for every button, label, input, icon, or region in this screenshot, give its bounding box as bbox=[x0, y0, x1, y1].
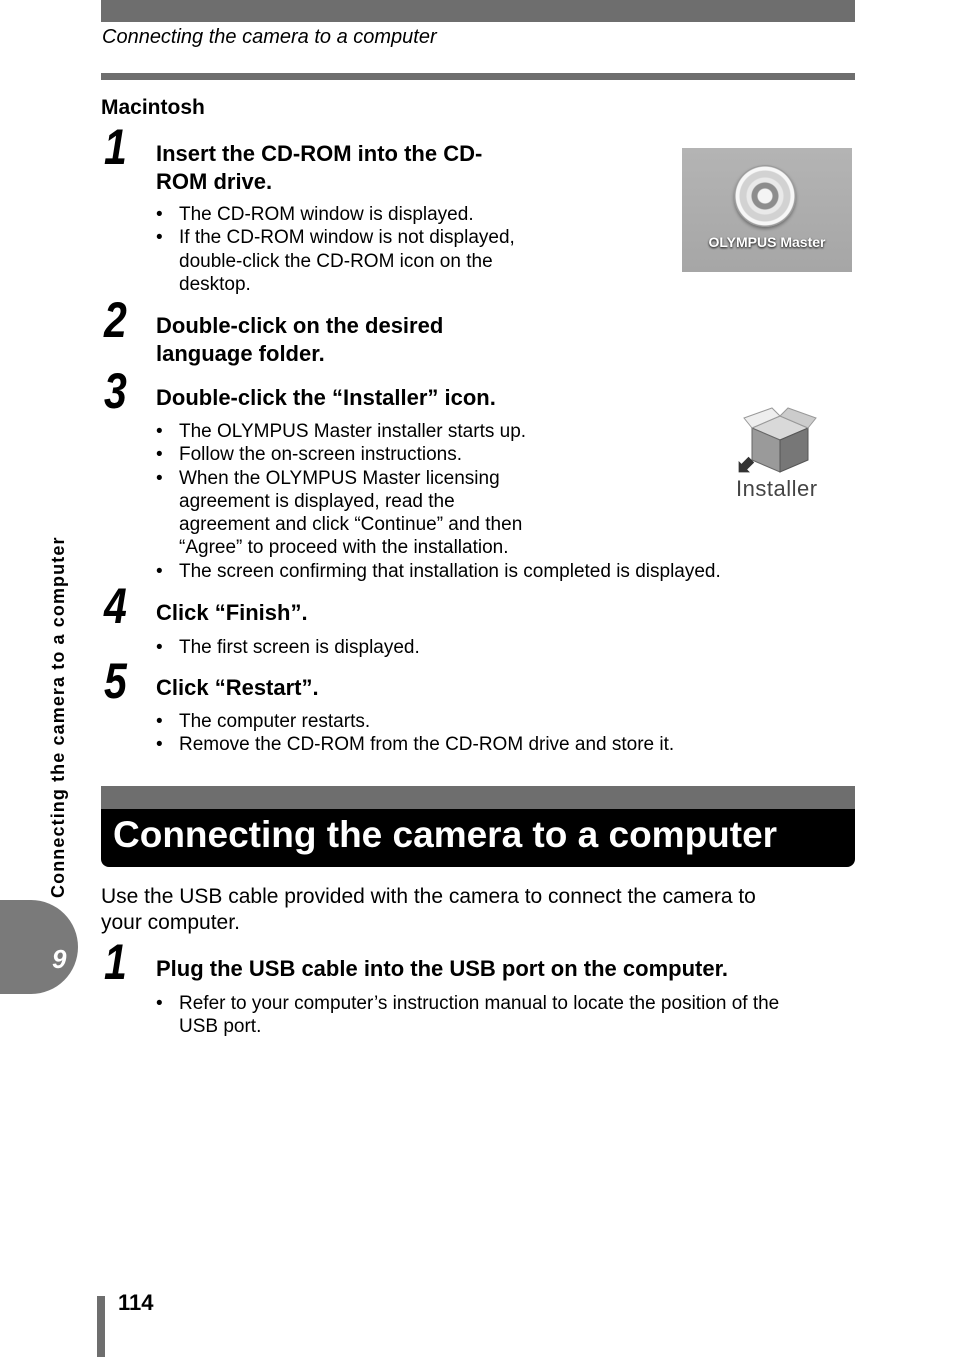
running-head: Connecting the camera to a computer bbox=[102, 26, 437, 48]
bullet-line: If the CD-ROM window is not displayed, bbox=[179, 227, 515, 249]
bullet-line: The OLYMPUS Master installer starts up. bbox=[179, 421, 527, 442]
bullet-item: • The screen confirming that installation is completed is displayed. bbox=[156, 560, 721, 582]
bullet-item: • Follow the on-screen instructions. bbox=[156, 443, 721, 466]
bullet-item: • When the OLYMPUS Master licensing agreement is displayed, read the agreement and click “Continue” and then “Agree” to proceed with the installation. bbox=[156, 467, 721, 560]
step-1-title-line: Insert the CD-ROM into the CD- bbox=[156, 141, 483, 166]
bullet-line: The screen confirming that installation is completed is displayed. bbox=[179, 560, 721, 582]
macintosh-subhead: Macintosh bbox=[101, 96, 205, 119]
usb-step-1-title-line: Plug the USB cable into the USB port on the computer. bbox=[156, 956, 729, 981]
bullet-line: Remove the CD-ROM from the CD-ROM drive and store it. bbox=[179, 734, 675, 756]
step-5-bullets bbox=[156, 710, 674, 757]
chapter-number: 9 bbox=[52, 944, 67, 974]
step-4-number: 4 bbox=[104, 578, 127, 634]
step-5-title bbox=[156, 674, 319, 702]
bullet-item: • The OLYMPUS Master installer starts up. bbox=[156, 420, 721, 443]
cd-rom-window-image bbox=[682, 148, 852, 272]
section-band-top bbox=[101, 786, 855, 809]
cd-rom-icon-label: OLYMPUS Master bbox=[708, 234, 826, 250]
header-rule bbox=[101, 73, 855, 80]
page-number: 114 bbox=[118, 1290, 154, 1315]
usb-step-1-number: 1 bbox=[104, 934, 127, 990]
step-5-title-line: Click “Restart”. bbox=[156, 675, 319, 700]
bullet-item: • The first screen is displayed. bbox=[156, 637, 420, 658]
step-2-title-line: language folder. bbox=[156, 341, 325, 366]
step-4-bullets bbox=[156, 636, 420, 659]
step-1-title bbox=[156, 140, 482, 196]
section-intro bbox=[101, 884, 841, 936]
bullet-line: Follow the on-screen instructions. bbox=[179, 444, 463, 466]
bullet-line: The first screen is displayed. bbox=[179, 637, 420, 658]
bullet-line: The computer restarts. bbox=[179, 711, 371, 732]
step-4-title-line: Click “Finish”. bbox=[156, 600, 308, 625]
folio-bar bbox=[97, 1296, 105, 1357]
usb-step-1-bullets bbox=[156, 992, 779, 1039]
bullet-line: Refer to your computer’s instruction manual to locate the position of the bbox=[179, 993, 780, 1014]
bullet-item: • If the CD-ROM window is not displayed, double-click the CD-ROM icon on the desktop. bbox=[156, 227, 515, 295]
bullet-line: “Agree” to proceed with the installation. bbox=[179, 537, 509, 559]
installer-icon-label: Installer bbox=[736, 476, 818, 501]
bullet-item: • The CD-ROM window is displayed. bbox=[156, 203, 515, 226]
step-1-number: 1 bbox=[104, 119, 127, 175]
step-3-title bbox=[156, 384, 496, 412]
bullet-item: • Remove the CD-ROM from the CD-ROM drive and store it. bbox=[156, 734, 675, 756]
bullet-line: agreement is displayed, read the bbox=[179, 490, 455, 512]
bullet-line: USB port. bbox=[179, 1016, 262, 1038]
bullet-line: The CD-ROM window is displayed. bbox=[179, 204, 474, 225]
chapter-side-label: Connecting the camera to a computer bbox=[48, 536, 68, 898]
section-title: Connecting the camera to a computer bbox=[113, 814, 778, 855]
step-2-title-line: Double-click on the desired bbox=[156, 313, 444, 338]
header-bar bbox=[101, 0, 855, 22]
step-4-title bbox=[156, 599, 308, 627]
step-1-bullets bbox=[156, 203, 515, 296]
bullet-item: • The computer restarts. bbox=[156, 710, 674, 733]
intro-line: your computer. bbox=[101, 911, 240, 934]
bullet-line: desktop. bbox=[179, 273, 251, 295]
cd-rom-icon bbox=[734, 165, 796, 227]
step-3-bullets bbox=[156, 420, 721, 583]
step-2-title bbox=[156, 312, 443, 368]
step-3-number: 3 bbox=[104, 363, 127, 419]
step-5-number: 5 bbox=[104, 653, 127, 709]
usb-step-1-title bbox=[156, 955, 728, 983]
intro-line: Use the USB cable provided with the camera to connect the camera to bbox=[101, 885, 756, 908]
step-3-title-line: Double-click the “Installer” icon. bbox=[156, 385, 496, 410]
bullet-line: double-click the CD-ROM icon on the bbox=[179, 250, 493, 272]
bullet-line: agreement and click “Continue” and then bbox=[179, 514, 523, 536]
step-1-title-line: ROM drive. bbox=[156, 169, 273, 194]
step-2-number: 2 bbox=[104, 292, 127, 348]
bullet-line: When the OLYMPUS Master licensing bbox=[179, 467, 500, 489]
bullet-item: • Refer to your computer’s instruction manual to locate the position of the USB port. bbox=[156, 993, 780, 1038]
